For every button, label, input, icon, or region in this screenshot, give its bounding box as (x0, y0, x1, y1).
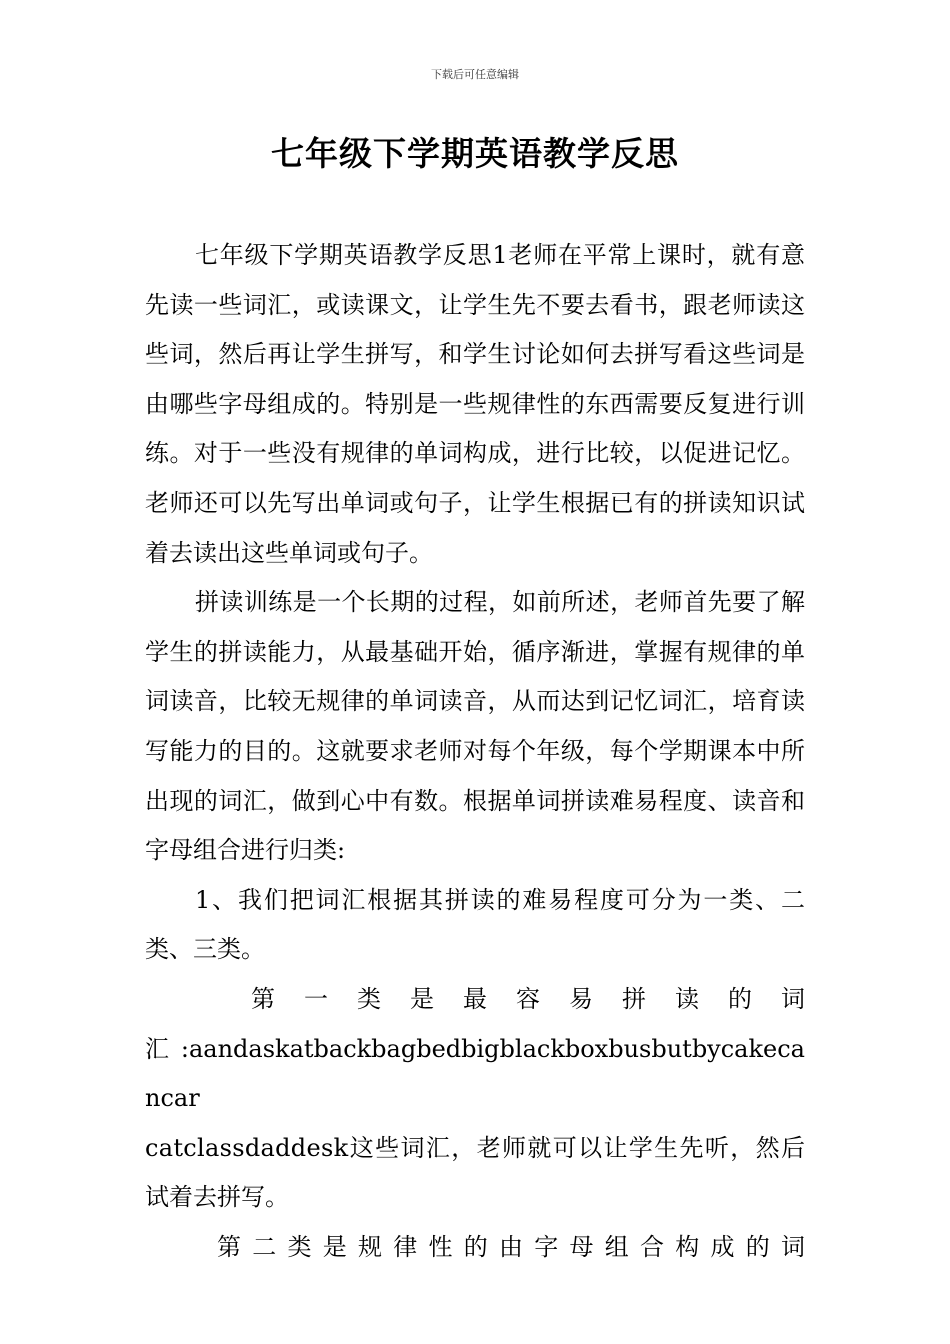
document-title: 七年级下学期英语教学反思 (271, 134, 679, 173)
category-one-line-3 (145, 1124, 805, 1174)
category-one-line-4: 试着去拼写。 (145, 1183, 289, 1212)
category-one-heading: 第一类是最容易拼读的词 (251, 984, 805, 1013)
category-one-instruction: 这些词汇，老师就可以让学生先听，然后 (348, 1133, 805, 1162)
category-one-words-continued: catclassdaddesk (145, 1133, 349, 1162)
category-one-word-list: 汇:aandaskatbackbagbedbigblackboxbusbutbycakecancar (145, 1034, 805, 1113)
document-body (145, 231, 805, 1272)
header-note: 下载后可任意编辑 (431, 68, 519, 81)
paragraph-1: 七年级下学期英语教学反思1老师在平常上课时，就有意先读一些词汇，或读课文，让学生先不要去看书，跟老师读这些词，然后再让学生拼写，和学生讨论如何去拼写看这些词是由哪些字母组成的。特别是一些规律性的东西需要反复进行训练。对于一些没有规律的单词构成，进行比较，以促进记忆。老师还可以先写出单词或句子，让学生根据已有的拼读知识试着去读出这些单词或句子。 (145, 241, 805, 567)
paragraph-3: 1、我们把词汇根据其拼读的难易程度可分为一类、二类、三类。 (145, 885, 805, 964)
paragraph-2: 拼读训练是一个长期的过程，如前所述，老师首先要了解学生的拼读能力，从最基础开始，循序渐进，掌握有规律的单词读音，比较无规律的单词读音，从而达到记忆词汇，培育读写能力的目的。这就要求老师对每个年级，每个学期课本中所出现的词汇，做到心中有数。根据单词拼读难易程度、读音和字母组合进行归类: (145, 588, 805, 865)
category-two-heading: 第二类是规律性的由字母组合构成的词 (217, 1232, 805, 1261)
